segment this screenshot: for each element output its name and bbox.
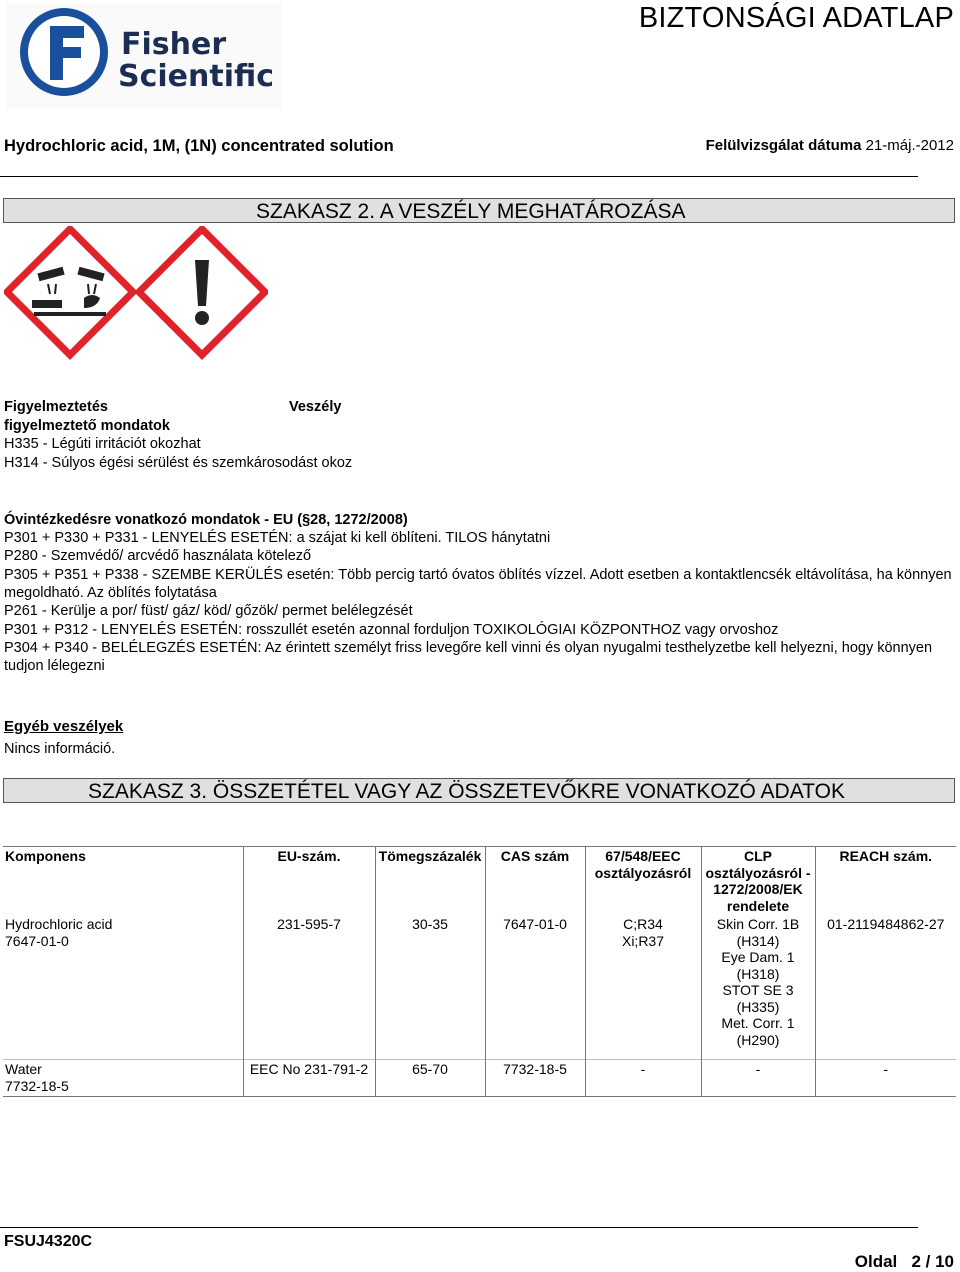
precaution-statement: P305 + P351 + P338 - SZEMBE KERÜLÉS esetén: Több percig tartó óvatos öblítés vízzel. Adott esetben a kontaktlencsék eltávolítása, ha könnyen megoldható. Az öblítés folytatása xyxy=(4,567,952,601)
hazard-statement: H335 - Légúti irritációt okozhat xyxy=(4,436,201,452)
precaution-label: Óvintézkedésre vonatkozó mondatok - EU (§28, 1272/2008) xyxy=(4,512,408,528)
precaution-statement: P301 + P330 + P331 - LENYELÉS ESETÉN: a szájat ki kell öblíteni. TILOS hánytatni xyxy=(4,530,551,546)
revision-date: 21-máj.-2012 xyxy=(865,137,954,154)
eec-class-cell: - xyxy=(585,1060,701,1097)
column-header: CLP osztályozásról - 1272/2008/EK rendelete xyxy=(701,847,815,916)
cas-cell: 7647-01-0 xyxy=(485,915,585,1060)
reach-cell: 01-2119484862-27 xyxy=(815,915,956,1060)
weight-percent-cell: 30-35 xyxy=(375,915,485,1060)
hazard-statement: H314 - Súlyos égési sérülést és szemkárosodást okoz xyxy=(4,455,353,471)
fisher-scientific-logo xyxy=(6,4,282,108)
eec-class: C;R34 xyxy=(623,916,663,932)
table-row xyxy=(3,915,956,1060)
weight-percent-cell: 65-70 xyxy=(375,1060,485,1097)
component-cell xyxy=(3,915,243,1060)
clp-line: (H290) xyxy=(736,1031,780,1048)
signal-word: Veszély xyxy=(289,399,342,415)
corrosion-pictogram xyxy=(7,229,133,355)
eec-class: Xi;R37 xyxy=(621,932,665,949)
component-cas: 7732-18-5 xyxy=(5,1077,69,1094)
column-header: CAS szám xyxy=(485,847,585,916)
cas-cell: 7732-18-5 xyxy=(485,1060,585,1097)
table-header-row xyxy=(3,847,956,916)
section-3-title: SZAKASZ 3. ÖSSZETÉTEL VAGY AZ ÖSSZETEVŐKRE VONATKOZÓ ADATOK xyxy=(3,778,955,803)
column-header: Komponens xyxy=(3,847,243,916)
revision-info xyxy=(706,137,954,154)
column-header: EU-szám. xyxy=(243,847,375,916)
svg-text:Scientific: Scientific xyxy=(118,59,275,94)
svg-text:Fisher: Fisher xyxy=(121,27,227,62)
revision-label: Felülvizsgálat dátuma xyxy=(705,137,862,154)
column-header: Tömegszázalék xyxy=(375,847,485,916)
page-number: 2 / 10 xyxy=(911,1252,954,1271)
other-hazards-text: Nincs információ. xyxy=(4,741,116,757)
eu-number-cell: 231-595-7 xyxy=(243,915,375,1060)
fisher-scientific-logo-mark xyxy=(6,4,282,108)
header-divider xyxy=(0,176,918,177)
document-code: FSUJ4320C xyxy=(4,1233,93,1250)
footer-divider xyxy=(0,1227,918,1228)
exclamation-pictogram xyxy=(139,229,265,355)
ghs-pictograms xyxy=(4,226,268,360)
clp-line: Skin Corr. 1B xyxy=(716,916,800,932)
precaution-statement: P301 + P312 - LENYELÉS ESETÉN: rosszullét esetén azonnal forduljon TOXIKOLÓGIAI KÖZPONTHOZ vagy orvoshoz xyxy=(4,622,779,638)
column-header: REACH szám. xyxy=(815,847,956,916)
signal-word-label: Figyelmeztetés xyxy=(4,399,108,415)
precaution-statement: P304 + P340 - BELÉLEGZÉS ESETÉN: Az érintett személyt friss levegőre kell vinni és olyan nyugalmi testhelyzetbe kell helyezni, hogy könnyen tudjon lélegezni xyxy=(4,640,933,674)
clp-line: (H318) xyxy=(736,965,780,982)
column-header: 67/548/EEC osztályozásról xyxy=(585,847,701,916)
eec-class-cell xyxy=(585,915,701,1060)
component-name: Water xyxy=(5,1061,42,1077)
clp-line: (H335) xyxy=(736,998,780,1015)
precaution-statement: P280 - Szemvédő/ arcvédő használata kötelező xyxy=(4,548,312,564)
component-cell xyxy=(3,1060,243,1097)
section-2-title: SZAKASZ 2. A VESZÉLY MEGHATÁROZÁSA xyxy=(3,198,955,223)
component-cas: 7647-01-0 xyxy=(5,932,69,949)
other-hazards-label: Egyéb veszélyek xyxy=(4,718,124,735)
page-label: Oldal xyxy=(854,1252,898,1271)
component-name: Hydrochloric acid xyxy=(5,916,113,932)
eu-number-cell: EEC No 231-791-2 xyxy=(243,1060,375,1097)
reach-cell: - xyxy=(815,1060,956,1097)
product-name: Hydrochloric acid, 1M, (1N) concentrated solution xyxy=(4,137,394,155)
precaution-statement: P261 - Kerülje a por/ füst/ gáz/ köd/ gőzök/ permet belélegzését xyxy=(4,603,413,619)
table-row xyxy=(3,1060,956,1097)
clp-cell xyxy=(701,915,815,1060)
composition-table xyxy=(3,846,956,1097)
clp-line: Met. Corr. 1 xyxy=(721,1015,795,1031)
clp-line: (H314) xyxy=(736,932,780,949)
clp-line: STOT SE 3 xyxy=(722,982,794,998)
hazard-statements-label: figyelmeztető mondatok xyxy=(4,418,170,434)
document-title: BIZTONSÁGI ADATLAP xyxy=(638,2,954,34)
clp-line: Eye Dam. 1 xyxy=(721,949,795,965)
page-indicator xyxy=(855,1252,954,1272)
clp-cell: - xyxy=(701,1060,815,1097)
